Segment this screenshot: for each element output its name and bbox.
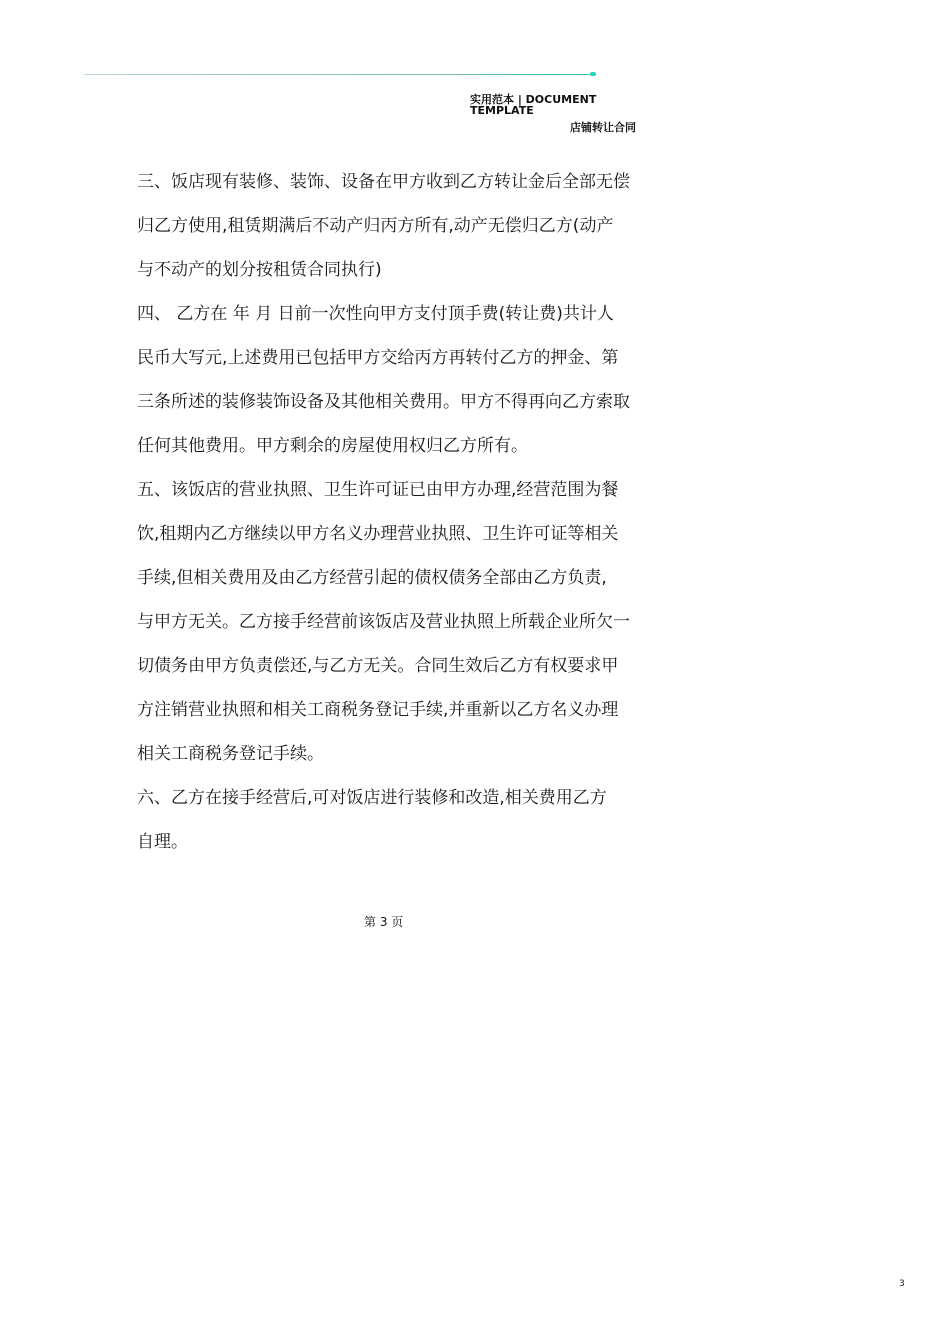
- header-rule-accent: [590, 72, 596, 76]
- document-template-label: 实用范本 | DOCUMENT TEMPLATE: [470, 93, 597, 117]
- body-line: 自理。: [137, 832, 188, 852]
- body-line: 方注销营业执照和相关工商税务登记手续,并重新以乙方名义办理: [137, 700, 619, 720]
- page-number: 3: [899, 1279, 905, 1289]
- body-line: 饮,租期内乙方继续以甲方名义办理营业执照、卫生许可证等相关: [137, 524, 619, 544]
- page-footer: 第 3 页: [364, 915, 404, 929]
- body-line: 三条所述的装修装饰设备及其他相关费用。甲方不得再向乙方索取: [137, 392, 630, 412]
- body-line: 六、乙方在接手经营后,可对饭店进行装修和改造,相关费用乙方: [137, 788, 607, 808]
- body-line: 切债务由甲方负责偿还,与乙方无关。合同生效后乙方有权要求甲: [137, 656, 619, 676]
- header-rule: [84, 74, 596, 75]
- body-line: 四、 乙方在 年 月 日前一次性向甲方支付顶手费(转让费)共计人: [137, 304, 614, 324]
- body-line: 手续,但相关费用及由乙方经营引起的债权债务全部由乙方负责,: [137, 568, 607, 588]
- body-line: 相关工商税务登记手续。: [137, 744, 324, 764]
- body-line: 与不动产的划分按租赁合同执行): [137, 260, 382, 280]
- body-line: 与甲方无关。乙方接手经营前该饭店及营业执照上所载企业所欠一: [137, 612, 630, 632]
- contract-body: [137, 160, 657, 864]
- document-title: 店铺转让合同: [570, 121, 636, 134]
- body-line: 五、该饭店的营业执照、卫生许可证已由甲方办理,经营范围为餐: [137, 480, 619, 500]
- body-line: 民币大写元,上述费用已包括甲方交给丙方再转付乙方的押金、第: [137, 348, 619, 368]
- body-line: 三、饭店现有装修、装饰、设备在甲方收到乙方转让金后全部无偿: [137, 172, 630, 192]
- body-line: 任何其他费用。甲方剩余的房屋使用权归乙方所有。: [137, 436, 528, 456]
- body-line: 归乙方使用,租赁期满后不动产归丙方所有,动产无偿归乙方(动产: [137, 216, 614, 236]
